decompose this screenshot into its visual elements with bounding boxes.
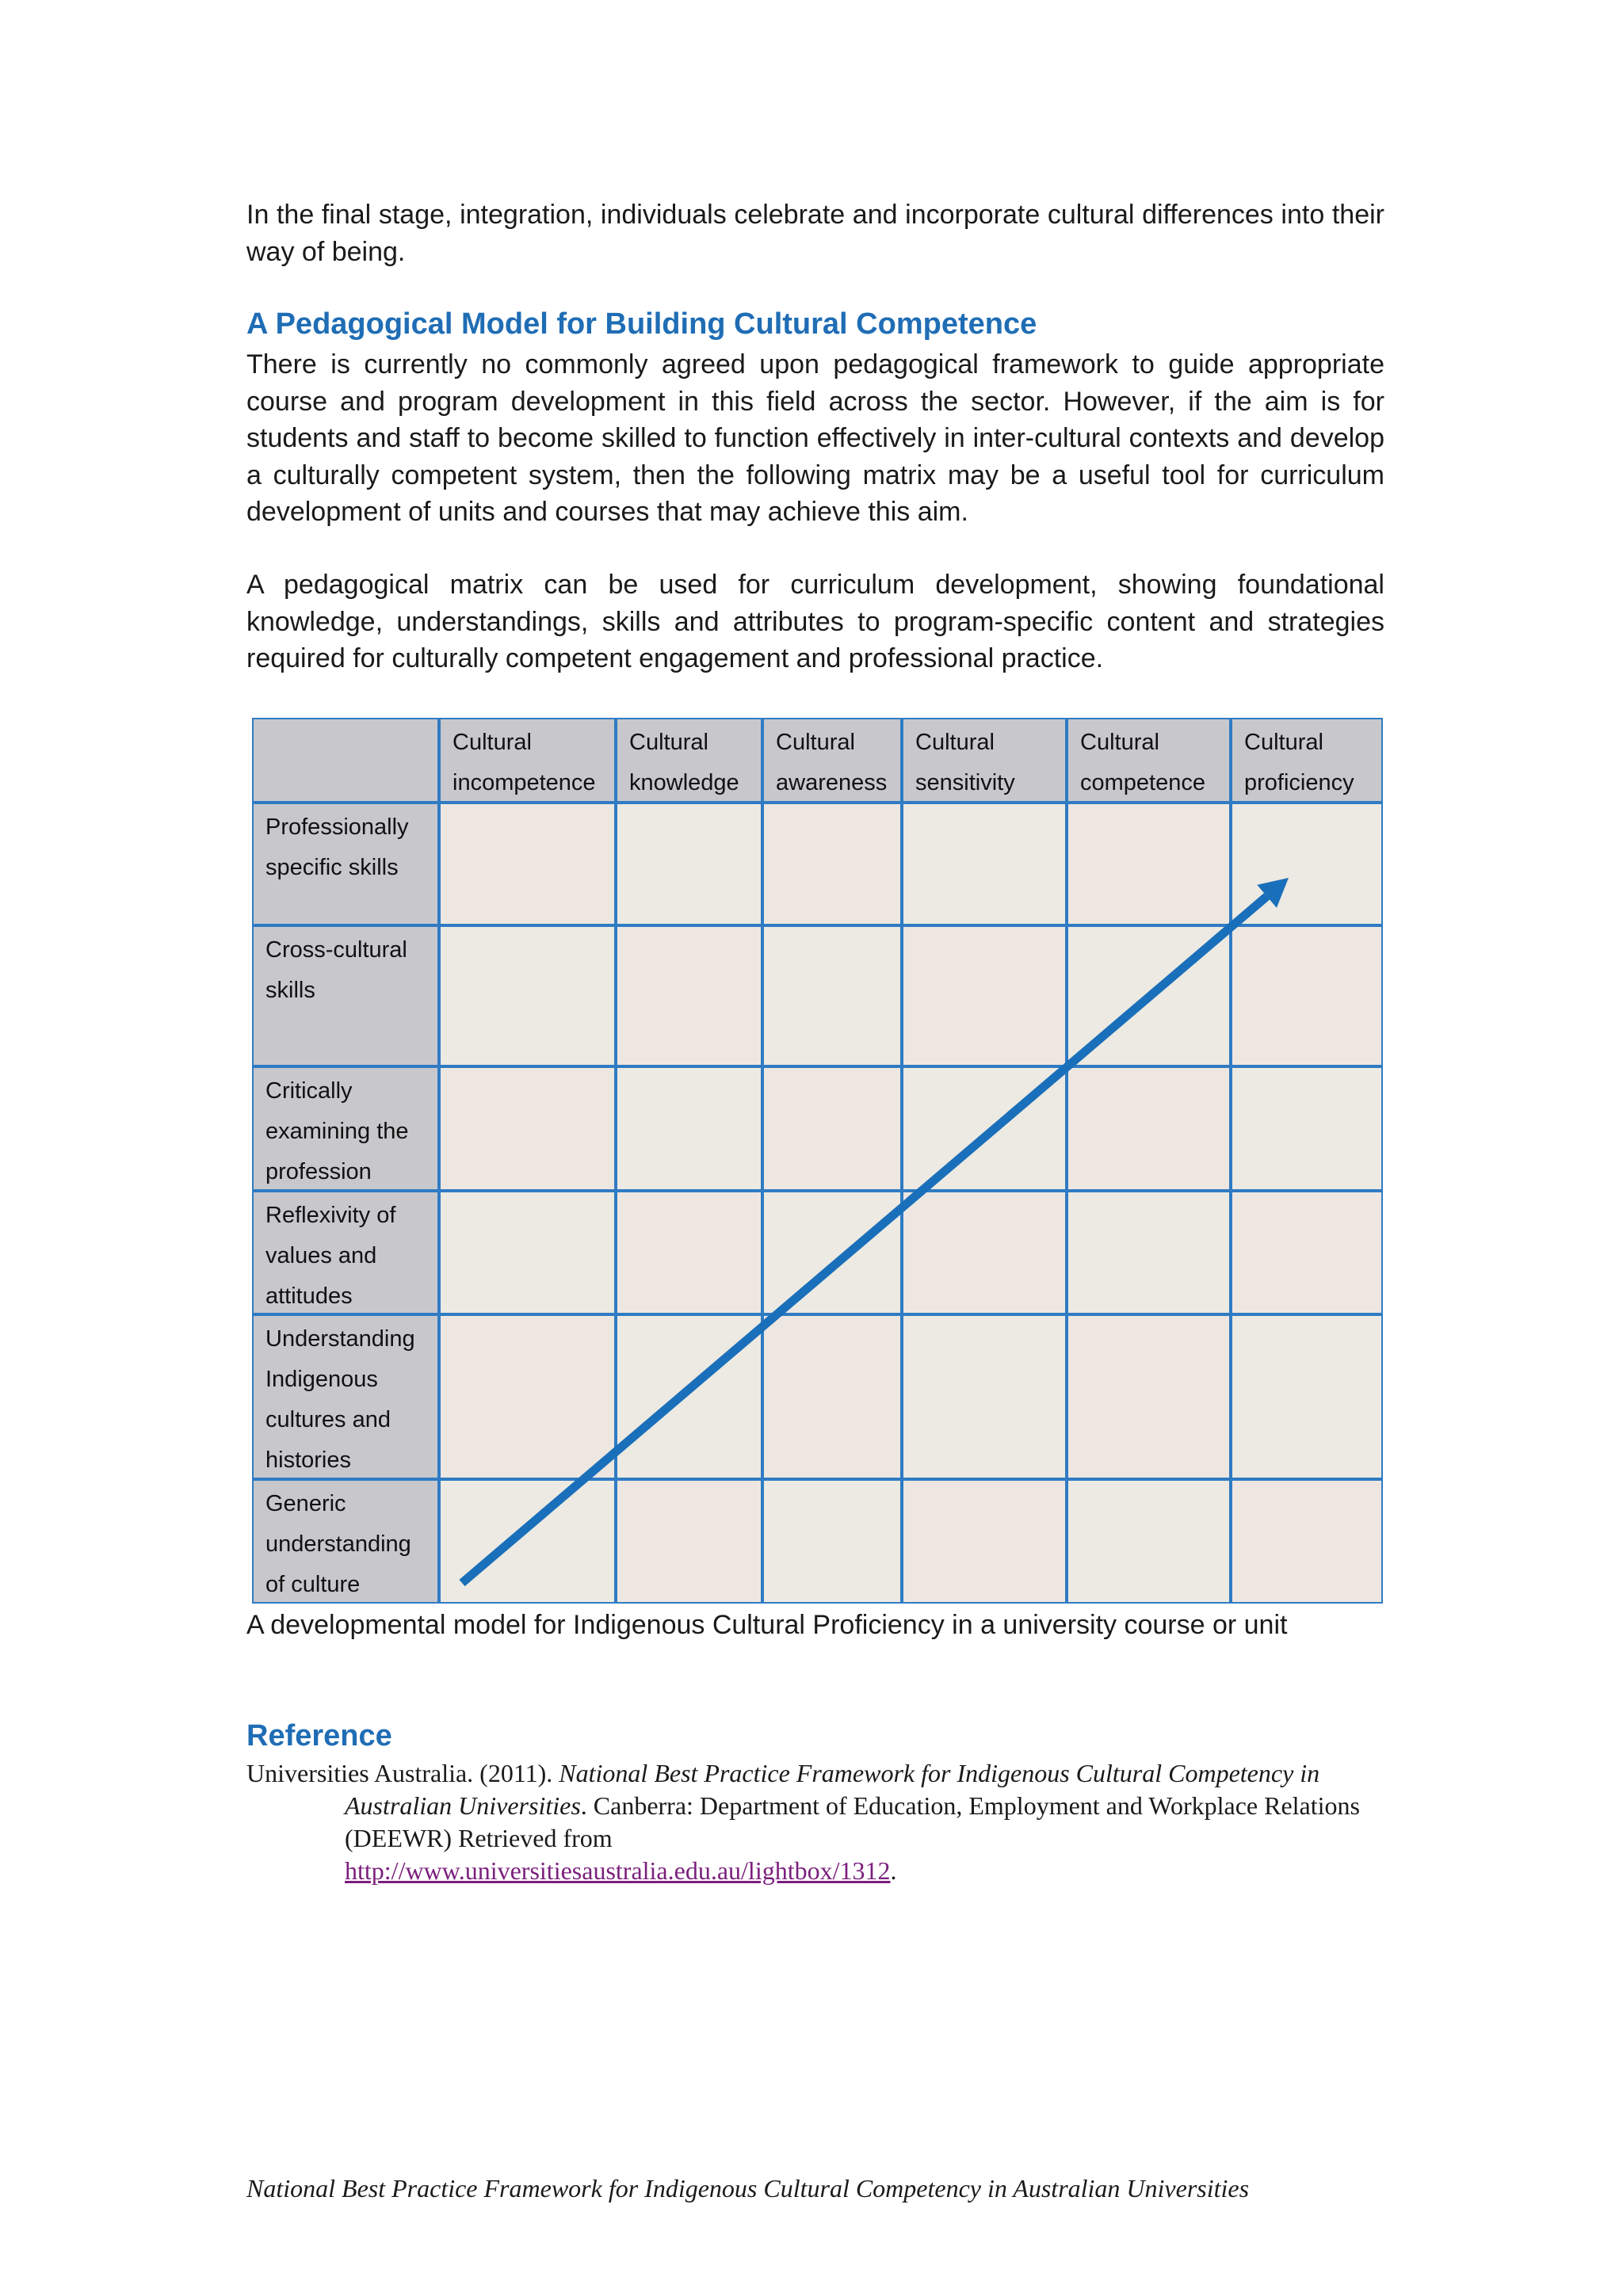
matrix-cell [1067, 1191, 1231, 1314]
page-footer: National Best Practice Framework for Indigenous Cultural Competency in Australian Universities [246, 2174, 1250, 2203]
matrix-cell [439, 1191, 616, 1314]
column-header-label: Cultural sensitivity [915, 730, 1015, 795]
matrix-cell [1067, 1066, 1231, 1191]
matrix-cell [616, 1479, 762, 1604]
matrix-cell [1231, 925, 1383, 1066]
column-header-label: Cultural proficiency [1244, 730, 1354, 795]
matrix-cell [616, 925, 762, 1066]
matrix-cell [439, 925, 616, 1066]
matrix-cell [762, 1191, 902, 1314]
matrix-cell [762, 1066, 902, 1191]
matrix-cell [1231, 1479, 1383, 1604]
matrix-cell [1067, 1314, 1231, 1479]
reference-link[interactable]: http://www.universitiesaustralia.edu.au/lightbox/1312 [345, 1856, 891, 1885]
section-paragraph-1: There is currently no commonly agreed upon pedagogical framework to guide appropriate course and program development in this field across the sector. However, if the aim is for students and staff to become skilled to function effectively in inter-cultural contexts and develop a culturally competent system, then the following matrix may be a useful tool for curriculum development of units and courses that may achieve this aim. [246, 349, 1384, 527]
matrix-cell [1231, 1314, 1383, 1479]
row-header-label: Generic understanding of culture [265, 1491, 411, 1597]
matrix-cell [439, 1314, 616, 1479]
matrix-cell [616, 1066, 762, 1191]
row-header-label: Understanding Indigenous cultures and histories [265, 1326, 415, 1473]
reference-url-suffix: . [890, 1856, 897, 1885]
matrix-cell [762, 803, 902, 925]
reference-title: National Best Practice Framework for Indigenous Cultural Competency in Australian Universities [345, 1759, 1320, 1820]
row-header-label: Critically examining the profession [265, 1078, 409, 1184]
matrix-cell [1231, 1066, 1383, 1191]
figure-caption: A developmental model for Indigenous Cultural Proficiency in a university course or unit [246, 1610, 1288, 1640]
matrix-cell [762, 925, 902, 1066]
matrix-cell [762, 1314, 902, 1479]
matrix-cell [439, 803, 616, 925]
matrix-cell [902, 1479, 1067, 1604]
matrix-cell [616, 803, 762, 925]
column-header-label: Cultural knowledge [629, 730, 739, 795]
section-paragraph-2: A pedagogical matrix can be used for curriculum development, showing foundational knowledge, understandings, skills and attributes to program-specific content and strategies required for culturally competent engagement and professional practice. [246, 570, 1384, 673]
matrix-cell [762, 1479, 902, 1604]
row-header-label: Cross-cultural skills [265, 937, 407, 1003]
column-header-label: Cultural competence [1080, 730, 1205, 795]
reference-heading: Reference [246, 1719, 392, 1753]
matrix-cell [616, 1314, 762, 1479]
matrix-cell [1067, 803, 1231, 925]
reference-entry [246, 1757, 1388, 1887]
intro-paragraph: In the final stage, integration, individuals celebrate and incorporate cultural differences into their way of being. [246, 200, 1384, 267]
column-header-label: Cultural incompetence [453, 730, 596, 795]
column-header-cell [252, 718, 439, 803]
matrix-cell [902, 1314, 1067, 1479]
row-header-label: Professionally specific skills [265, 814, 409, 880]
row-header-label: Reflexivity of values and attitudes [265, 1203, 396, 1309]
matrix-cell [1067, 1479, 1231, 1604]
matrix-cell [902, 1191, 1067, 1314]
reference-author-year: Universities Australia. (2011). [246, 1759, 559, 1787]
matrix-cell [616, 1191, 762, 1314]
matrix-cell [902, 925, 1067, 1066]
matrix-cell [1231, 1191, 1383, 1314]
section-heading: A Pedagogical Model for Building Cultural Competence [246, 307, 1037, 341]
matrix-cell [902, 803, 1067, 925]
reference-title-suffix: . [580, 1791, 594, 1820]
reference-publisher: Canberra: Department of Education, Employment and Workplace Relations (DEEWR) Retrieved from [345, 1791, 1360, 1852]
competency-matrix [252, 718, 1383, 1604]
matrix-cell [439, 1066, 616, 1191]
column-header-label: Cultural awareness [776, 730, 888, 795]
